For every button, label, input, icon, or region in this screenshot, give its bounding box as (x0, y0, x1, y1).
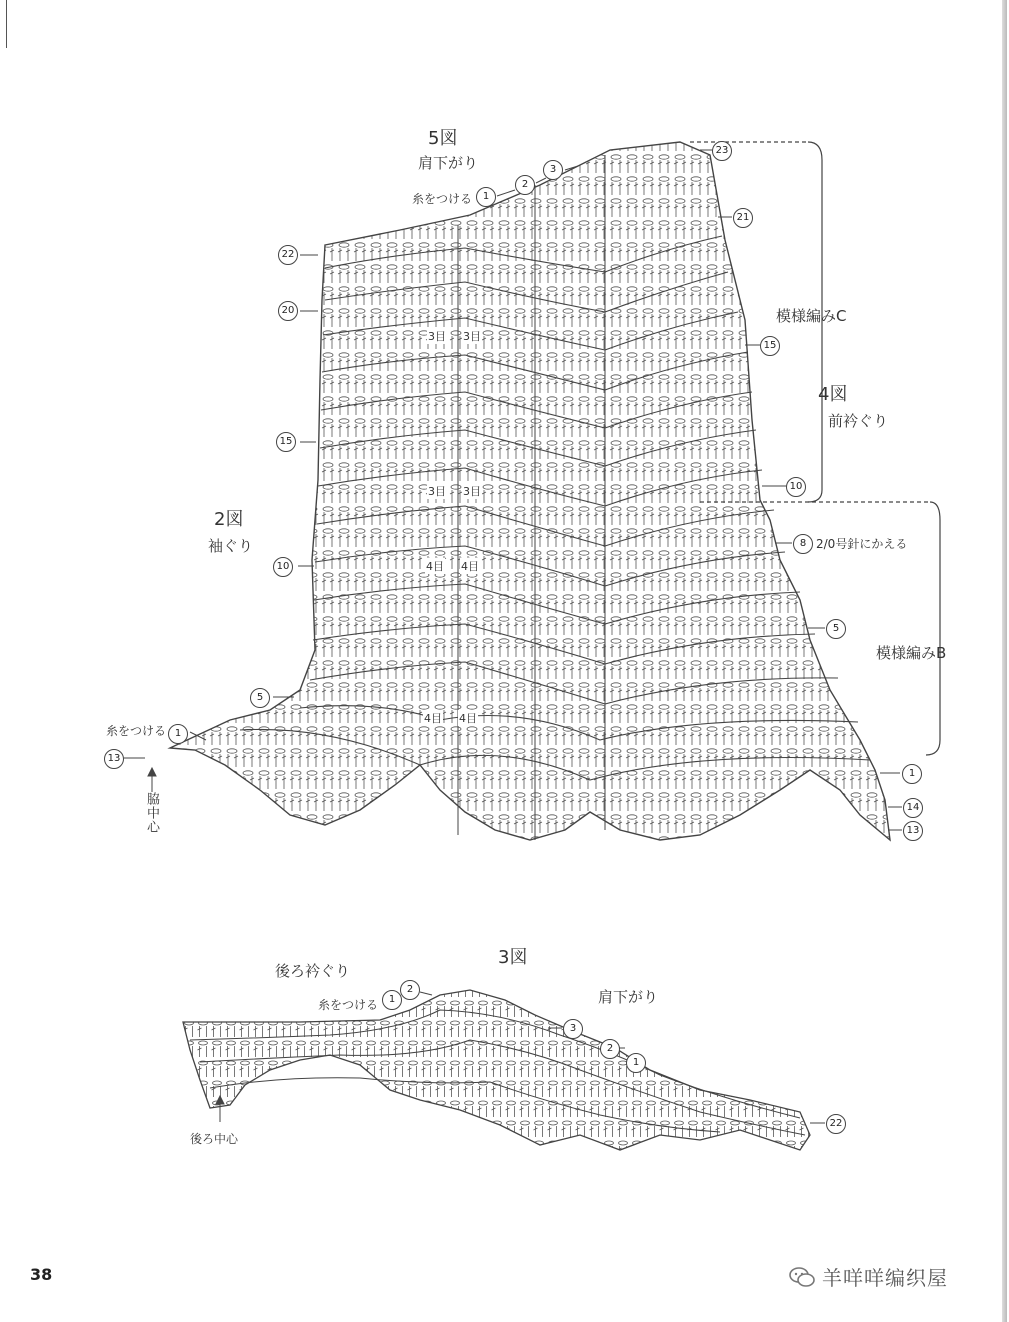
row-marker: 1 (626, 1053, 646, 1073)
row-marker: 5 (250, 688, 270, 708)
needle-change-label: 2/0号針にかえる (816, 537, 908, 551)
bottom-chart-body (183, 990, 810, 1150)
row-marker: 1 (168, 724, 188, 744)
side-center-label: 脇中心 (144, 792, 159, 834)
row-marker: 13 (903, 821, 923, 841)
row-marker: 23 (712, 141, 732, 161)
wechat-icon (788, 1266, 816, 1288)
attach-yarn-left: 糸をつける (106, 724, 167, 738)
row-marker: 2 (515, 175, 535, 195)
row-marker: 8 (793, 534, 813, 554)
row-marker: 1 (382, 990, 402, 1010)
attach-yarn-top: 糸をつける (412, 192, 473, 206)
row-marker: 1 (902, 764, 922, 784)
stitch-count: 4目 (426, 560, 444, 573)
stitch-count: 4目 (424, 712, 442, 725)
stitch-count: 3目 (463, 485, 481, 498)
row-marker: 22 (278, 245, 298, 265)
fig2-name: 袖ぐり (208, 537, 254, 555)
back-center-label: 後ろ中心 (190, 1132, 239, 1146)
pattern-b-label: 模様編みB (876, 644, 947, 662)
row-marker: 22 (826, 1114, 846, 1134)
row-marker: 14 (903, 798, 923, 818)
stitch-count: 3目 (428, 330, 446, 343)
pattern-c-label: 模様編みC (776, 307, 847, 325)
row-marker: 10 (273, 557, 293, 577)
fig4-name: 前衿ぐり (828, 412, 889, 430)
stitch-count: 3目 (428, 485, 446, 498)
row-marker: 13 (104, 749, 124, 769)
stitch-count: 4目 (459, 712, 477, 725)
fig5-number: 5図 (428, 128, 458, 149)
watermark (788, 1262, 948, 1291)
fig2-number: 2図 (214, 509, 244, 530)
attach-yarn-bottom: 糸をつける (318, 998, 379, 1012)
row-marker: 2 (400, 980, 420, 1000)
page-number: 38 (30, 1265, 53, 1284)
row-marker: 3 (543, 160, 563, 180)
row-marker: 21 (733, 208, 753, 228)
row-marker: 15 (276, 432, 296, 452)
row-marker: 5 (826, 619, 846, 639)
watermark-text: 羊咩咩编织屋 (822, 1266, 948, 1290)
back-neck-label: 後ろ衿ぐり (275, 962, 351, 980)
fig4-number: 4図 (818, 384, 848, 405)
fig5-name: 肩下がり (418, 154, 479, 172)
top-chart-body (170, 142, 890, 840)
stitch-count: 4目 (461, 560, 479, 573)
row-marker: 20 (278, 301, 298, 321)
row-marker: 15 (760, 336, 780, 356)
stitch-count: 3目 (463, 330, 481, 343)
side-center-arrow (148, 768, 156, 792)
fig3-number: 3図 (498, 947, 528, 968)
row-marker: 1 (476, 187, 496, 207)
row-marker: 10 (786, 477, 806, 497)
row-marker: 3 (563, 1019, 583, 1039)
shoulder-label: 肩下がり (598, 988, 659, 1006)
row-marker: 2 (600, 1039, 620, 1059)
